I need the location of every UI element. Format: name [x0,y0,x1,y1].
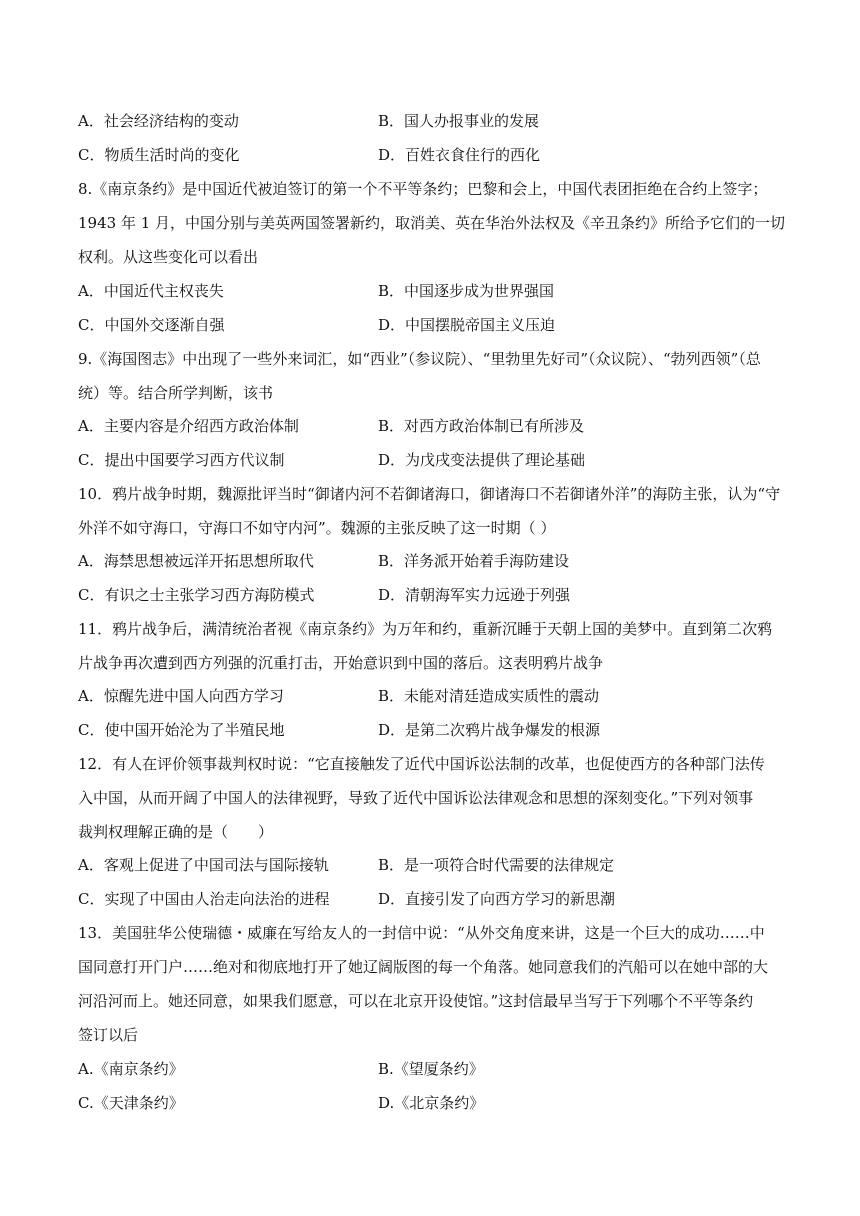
q10-option-d: D．清朝海军实力远逊于列强 [378,586,571,604]
q8-stem-line: 8.《南京条约》是中国近代被迫签订的第一个不平等条约；巴黎和会上，中国代表团拒绝在合约上签字； [78,180,768,198]
q11-option-c: C．使中国开始沦为了半殖民地 [78,721,285,739]
q8-option-b: B．中国逐步成为世界强国 [378,282,555,300]
q8-option-d: D．中国摆脱帝国主义压迫 [378,316,556,334]
q8-stem-line: 权利。从这些变化可以看出 [78,248,259,266]
q12-option-c: C．实现了中国由人治走向法治的进程 [78,890,330,908]
q13-option-c: C.《天津条约》 [78,1094,184,1112]
q8-option-a: A．中国近代主权丧失 [78,282,224,300]
q12-stem-line: 裁判权理解正确的是（ ） [78,823,274,841]
q7-option-d: D．百姓衣食住行的西化 [378,146,541,164]
q13-stem-line: 签订以后 [78,1026,139,1044]
q10-stem-line: 10．鸦片战争时期，魏源批评当时“御诸内河不若御诸海口，御诸海口不若御诸外洋”的海防主张，认为“守 [78,485,781,503]
q11-stem-line: 片战争再次遭到西方列强的沉重打击，开始意识到中国的落后。这表明鸦片战争 [78,654,604,672]
q9-stem-line: 统）等。结合所学判断，该书 [78,384,274,402]
q12-stem-line: 入中国，从而开阔了中国人的法律视野，导致了近代中国诉讼法律观念和思想的深刻变化。”下列对领事 [78,789,754,807]
q10-option-b: B．洋务派开始着手海防建设 [378,552,570,570]
q10-option-c: C．有识之士主张学习西方海防模式 [78,586,315,604]
q13-stem-line: 河沿河而上。她还同意，如果我们愿意，可以在北京开设使馆。”这封信最早当写于下列哪个不平等条约 [78,992,754,1010]
q7-option-c: C．物质生活时尚的变化 [78,146,240,164]
q9-option-d: D．为戊戌变法提供了理论基础 [378,451,586,469]
q13-option-d: D.《北京条约》 [378,1094,485,1112]
q9-option-a: A．主要内容是介绍西方政治体制 [78,417,299,435]
q11-option-d: D．是第二次鸦片战争爆发的根源 [378,721,601,739]
q12-option-a: A．客观上促进了中国司法与国际接轨 [78,856,329,874]
q7-option-b: B．国人办报事业的发展 [378,112,540,130]
q12-option-d: D．直接引发了向西方学习的新思潮 [378,890,616,908]
q8-stem-line: 1943 年 1 月，中国分别与美英两国签署新约，取消美、英在华治外法权及《辛丑条约》所给予它们的一切 [78,214,786,232]
q12-option-b: B．是一项符合时代需要的法律规定 [378,856,615,874]
q11-option-a: A．惊醒先进中国人向西方学习 [78,687,284,705]
q10-stem-line: 外洋不如守海口，守海口不如守内河”。魏源的主张反映了这一时期（ ） [78,519,556,537]
q11-stem-line: 11．鸦片战争后，满清统治者视《南京条约》为万年和约，重新沉睡于天朝上国的美梦中。直到第二次鸦 [78,620,773,638]
q13-stem-line: 国同意打开门户……绝对和彻底地打开了她辽阔版图的每一个角落。她同意我们的汽船可以在她中部的大 [78,958,769,976]
q12-stem-line: 12．有人在评价领事裁判权时说：“它直接触发了近代中国诉讼法制的改革，也促使西方的各种部门法传 [78,755,765,773]
q13-option-a: A.《南京条约》 [78,1060,184,1078]
q13-stem-line: 13．美国驻华公使瑞德・威廉在写给友人的一封信中说：“从外交角度来讲，这是一个巨大的成功……中 [78,924,765,942]
q8-option-c: C．中国外交逐渐自强 [78,316,225,334]
q9-option-b: B．对西方政治体制已有所涉及 [378,417,585,435]
q9-option-c: C．提出中国要学习西方代议制 [78,451,285,469]
q13-option-b: B.《望厦条约》 [378,1060,484,1078]
q9-stem-line: 9.《海国图志》中出现了一些外来词汇，如“西业”（参议院）、“里勃里先好司”（众议院）、“勃列西领”（总 [78,350,761,368]
q7-option-a: A．社会经济结构的变动 [78,112,239,130]
q10-option-a: A．海禁思想被远洋开拓思想所取代 [78,552,314,570]
q11-option-b: B．未能对清廷造成实质性的震动 [378,687,600,705]
